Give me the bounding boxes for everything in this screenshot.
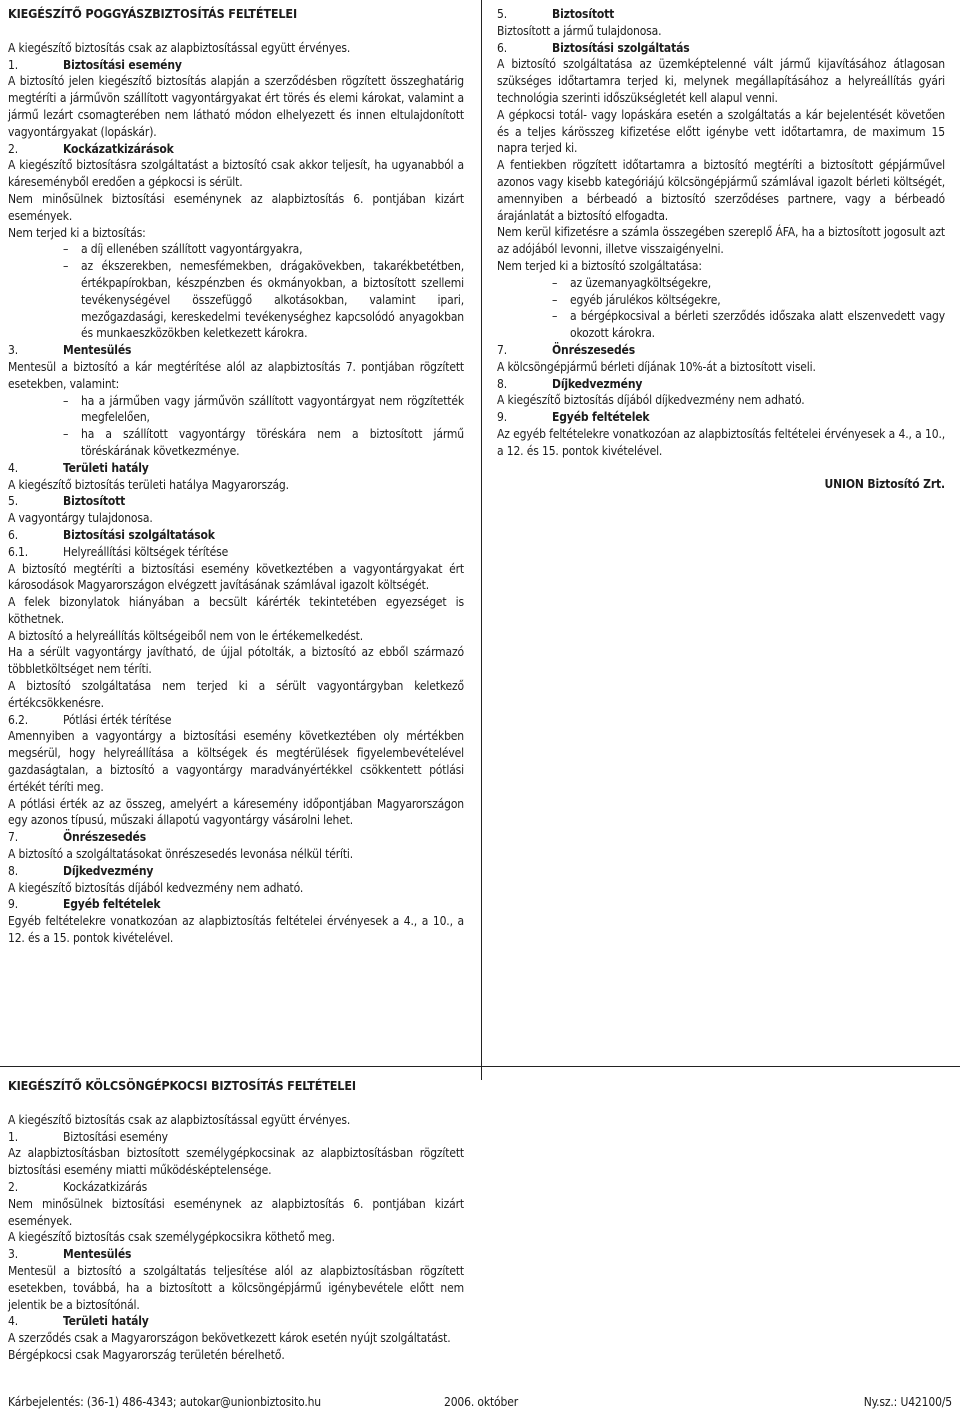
section-heading: 6. Biztosítási szolgáltatás: [497, 40, 690, 55]
paragraph: Biztosított a jármű tulajdonosa.: [497, 23, 662, 38]
paragraph: A biztosító szolgáltatása nem terjed ki a sérült vagyontárgyban keletkező értékcsökkenésre.: [8, 679, 464, 710]
section-divider: [0, 1066, 960, 1067]
baggage-insurance-terms: [8, 6, 464, 947]
paragraph: A kiegészítő biztosítás díjából díjkedvezmény nem adható.: [497, 393, 805, 408]
paragraph: Mentesül a biztosító a szolgáltatás teljesítése alól az alapbiztosításban rögzített esetekben, továbbá, ha a biztosított a kölcsöngépjármű igénybevétele előtt nem jelentik be a biztosítónál.: [8, 1263, 464, 1312]
paragraph: A biztosító a szolgáltatásokat önrészesedés levonása nélkül téríti.: [8, 847, 354, 862]
section-heading: 5. Biztosított: [8, 494, 126, 509]
section-heading: 5. Biztosított: [497, 7, 615, 21]
paragraph: A fentiekben rögzített időtartamra a biztosító megtéríti a biztosított gépjárművel azonos vagy kisebb kategóriájú kölcsöngépjármű számlával igazolt bérleti költségét, amennyiben a bérbeadó a biztosító szerződéses partnere, vagy a bérbeadó árajánlatát a biztosító elfogadta.: [497, 158, 945, 223]
paragraph: A kiegészítő biztosítás területi hatálya Magyarország.: [8, 477, 289, 492]
list-item: – az üzemanyagköltségekre,: [552, 275, 945, 292]
subsection-heading: 6.2. Pótlási érték térítése: [8, 712, 172, 727]
list-item: – ha a járműben vagy járművön szállított vagyontárgyat nem rögzítették megfelelően,: [63, 393, 464, 427]
section-heading: 1. Biztosítási esemény: [8, 1129, 168, 1144]
paragraph: A gépkocsi totál- vagy lopáskára esetén a szolgáltatás a kár bejelentését követően és a teljes kárösszeg kifizetése előtt igénybe vett időtartamra, de maximum 15 napra terjed ki.: [497, 107, 945, 156]
list-item: – az ékszerekben, nemesfémekben, drágakövekben, takarékbetétben, értékpapírokban, készpénzben és okmányokban, a biztosított szellemi tevékenységével összefüggő alkotásokban, valamint ipari, mezőgazdasági, kereskedelmi tevékenységhez kapcsolódó anyagokban és munkaeszközökben keletkezett károkra.: [63, 258, 464, 342]
paragraph: A kölcsöngépjármű bérleti díjának 10%-át a biztosított viseli.: [497, 359, 816, 374]
rental-car-terms-continued: [497, 6, 945, 492]
company-signature: UNION Biztosító Zrt.: [824, 476, 945, 491]
paragraph: A biztosító megtéríti a biztosítási esemény következtében a vagyontárgyakat ért károsodások Magyarországon elvégzett javításának számlával igazolt költségét.: [8, 561, 464, 593]
section-heading: 8. Díjkedvezmény: [8, 863, 154, 878]
paragraph: Nem minősülnek biztosítási eseménynek az alapbiztosítás 6. pontjában kizárt események.: [8, 191, 464, 223]
paragraph: A biztosító szolgáltatása az üzemképtelenné vált jármű kijavításához átlagosan szükséges időtartamra terjed ki, melynek megállapításához a helyreállítás gyári technológia szerinti időszükségletét kell alapul venni.: [497, 57, 945, 105]
paragraph: A kiegészítő biztosításra szolgáltatást a biztosító csak akkor teljesít, ha ugyanabból a káreseményből eredően a gépkocsi is sérült.: [8, 158, 464, 190]
paragraph: Az egyéb feltételekre vonatkozóan az alapbiztosítás feltételei érvényesek a 4., a 10., a 12. és 15. pontok kivételével.: [497, 426, 945, 458]
list-item: – a bérgépkocsival a bérleti szerződés időszaka alatt elszenvedett vagy okozott károkra.: [552, 308, 945, 342]
section-heading: 2. Kockázatkizárás: [8, 1179, 148, 1194]
paragraph: Az alapbiztosításban biztosított személygépkocsinak az alapbiztosításban rögzített biztosítási esemény miatti működésképtelensége.: [8, 1146, 464, 1178]
paragraph: A vagyontárgy tulajdonosa.: [8, 511, 153, 526]
paragraph: Ha a sérült vagyontárgy javítható, de újjal pótolták, a biztosító az ebből származó többletköltséget nem téríti.: [8, 645, 464, 677]
rental-car-insurance-terms: [8, 1078, 464, 1364]
section-heading: 7. Önrészesedés: [497, 342, 635, 357]
paragraph: Mentesül a biztosító a kár megtérítése alól az alapbiztosítás 7. pontjában rögzített esetekben, valamint:: [8, 359, 464, 391]
list-item: – egyéb járulékos költségekre,: [552, 292, 945, 309]
section-heading: 9. Egyéb feltételek: [497, 410, 650, 425]
section-heading: 4. Területi hatály: [8, 460, 149, 475]
paragraph: A kiegészítő biztosítás csak személygépkocsikra köthető meg.: [8, 1230, 335, 1245]
document-date: 2006. október: [444, 1395, 518, 1409]
section-title: KIEGÉSZÍTŐ KÖLCSÖNGÉPKOCSI BIZTOSÍTÁS FELTÉTELEI: [8, 1078, 356, 1093]
column-divider: [481, 0, 482, 1080]
paragraph: A biztosító jelen kiegészítő biztosítás alapján a szerződésben rögzített összeghatárig megtéríti a járművön szállított vagyontárgyakat ért törés és elemi károkat, valamint a jármű lezárt csomagterében nem látható módon elhelyezett és innen eltulajdonított vagyontárgyakat (lopáskár).: [8, 74, 464, 139]
section-heading: 1. Biztosítási esemény: [8, 57, 182, 72]
section-heading: 3. Mentesülés: [8, 1247, 132, 1262]
section-title: KIEGÉSZÍTŐ POGGYÁSZBIZTOSÍTÁS FELTÉTELEI: [8, 6, 297, 21]
document-reference: Ny.sz.: U42100/5: [863, 1395, 952, 1409]
section-heading: 7. Önrészesedés: [8, 830, 146, 845]
paragraph: A kiegészítő biztosítás díjából kedvezmény nem adható.: [8, 880, 304, 895]
paragraph: A pótlási érték az az összeg, amelyért a káresemény időpontjában Magyarországon egy azonos típusú, műszaki állapotú vagyontárgy vásárolni lehet.: [8, 796, 464, 828]
intro-text: A kiegészítő biztosítás csak az alapbiztosítással együtt érvényes.: [8, 1112, 351, 1127]
paragraph: Nem minősülnek biztosítási eseménynek az alapbiztosítás 6. pontjában kizárt események.: [8, 1196, 464, 1228]
paragraph: A felek bizonylatok hiányában a becsült kárérték tekintetében egyezséget is köthetnek.: [8, 595, 464, 626]
paragraph: Bérgépkocsi csak Magyarország területén bérelhető.: [8, 1347, 285, 1362]
list-item: – ha a szállított vagyontárgy töréskára nem a biztosított jármű töréskárának következménye.: [63, 426, 464, 460]
paragraph: Egyéb feltételekre vonatkozóan az alapbiztosítás feltételei érvényesek a 4., a 10., a 12. és a 15. pontok kivételével.: [8, 914, 464, 946]
paragraph: A szerződés csak a Magyarországon bekövetkezett károk esetén nyújt szolgáltatást.: [8, 1331, 451, 1346]
section-heading: 3. Mentesülés: [8, 343, 132, 358]
claims-contact: Kárbejelentés: (36-1) 486-4343; autokar@unionbiztosito.hu: [8, 1395, 321, 1409]
paragraph: Amennyiben a vagyontárgy a biztosítási esemény következtében oly mértékben megsérül, hogy helyreállítása a költségek és megtérülések figyelembevételével gazdaságtalan, a biztosító a vagyontárgy maradványértékkel csökkentett pótlási értékét téríti meg.: [8, 729, 464, 794]
paragraph: Nem terjed ki a biztosítás:: [8, 225, 146, 240]
section-heading: 4. Területi hatály: [8, 1314, 149, 1329]
list-item: – a díj ellenében szállított vagyontárgyakra,: [63, 241, 464, 258]
section-heading: 6. Biztosítási szolgáltatások: [8, 527, 215, 542]
section-heading: 2. Kockázatkizárások: [8, 141, 174, 156]
paragraph: A biztosító a helyreállítás költségeiből nem von le értékemelkedést.: [8, 628, 364, 643]
paragraph: Nem kerül kifizetésre a számla összegében szereplő ÁFA, ha a biztosított jogosult azt az adójából levonni, illetve visszaigényelni.: [497, 225, 945, 257]
section-heading: 9. Egyéb feltételek: [8, 897, 161, 912]
paragraph: Nem terjed ki a biztosító szolgáltatása:: [497, 258, 702, 273]
intro-text: A kiegészítő biztosítás csak az alapbiztosítással együtt érvényes.: [8, 40, 351, 55]
subsection-heading: 6.1. Helyreállítási költségek térítése: [8, 544, 229, 559]
section-heading: 8. Díjkedvezmény: [497, 376, 643, 391]
